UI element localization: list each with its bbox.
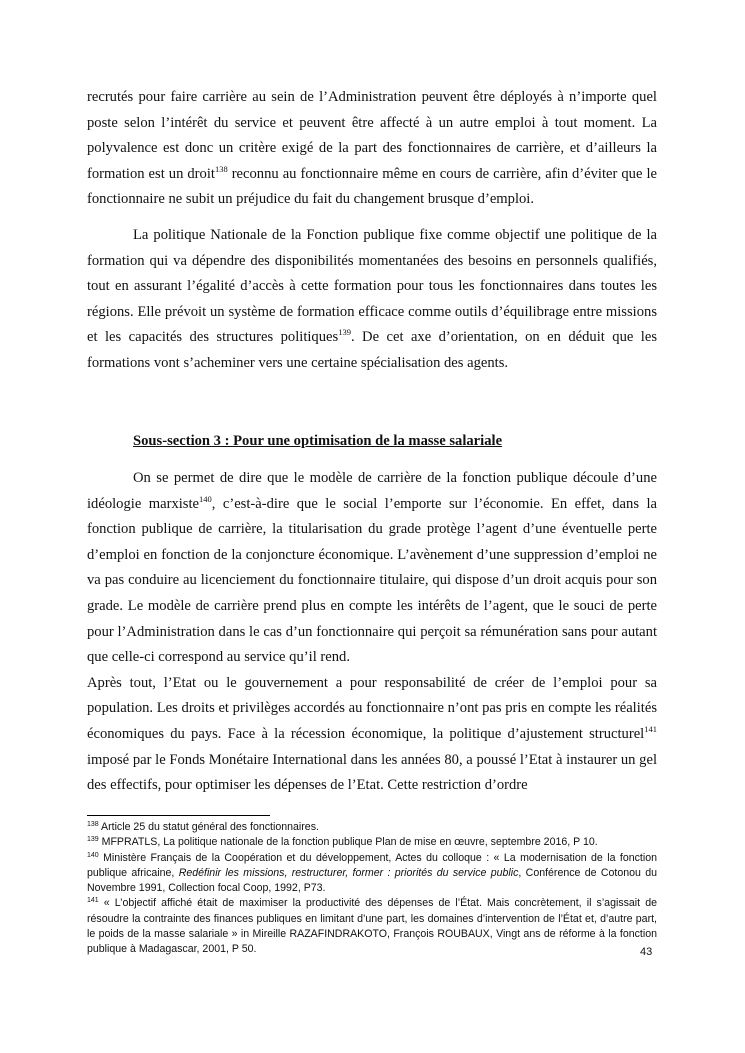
section-heading: Sous-section 3 : Pour une optimisation de la masse salariale	[133, 433, 503, 449]
page-number: 43	[640, 946, 653, 958]
text-block-bottom	[87, 466, 657, 799]
paragraph-polyvalence: recrutés pour faire carrière au sein de l’Administration peuvent être déployés à n’importe quel poste selon l’intérêt du service et peuvent être affecté à un autre emploi à tout moment. La polyvalence est donc un critère exigé de la part des fonctionnaires de carrière, et d’ailleurs la formation est un droit$^{138}$ reconnu au fonctionnaire même en cours de carrière, afin d’éviter que le fonctionnaire ne subit un préjudice du fait du changement brusque d’emploi.	[87, 89, 657, 208]
footnotes	[87, 820, 657, 958]
footnote-separator	[87, 815, 270, 816]
paragraph-ajustement-structurel: Après tout, l’Etat ou le gouvernement a pour responsabilité de créer de l’emploi pour sa population. Les droits et privilèges accordés au fonctionnaire n’ont pas pris en compte les réalités économiques du pays. Face à la récession économique, la politique d’ajustement structurel$^{141}$ imposé par le Fonds Monétaire International dans les années 80, a poussé l’Etat à instaurer un gel des effectifs, pour optimiser les dépenses de l’Etat. Cette restriction d’ordre	[87, 674, 657, 794]
paragraph-politique-formation: La politique Nationale de la Fonction publique fixe comme objectif une politique de la formation qui va dépendre des disponibilités momentanées des besoins en personnels qualifiés, tout en assurant l’égalité d’accès à cette formation pour tous les fonctionnaires dans toutes les régions. Elle prévoit un système de formation efficace comme outils d’équilibrage entre missions et les capacités des structures politiques$^{139}$. De cet axe d’orientation, on en déduit que les formations vont s’acheminer vers une certaine spécialisation des agents.	[87, 226, 657, 371]
footnote-ref-141[interactable]: 141	[644, 723, 657, 734]
footnote-139: $^{139}$ MFPRATLS, La politique nationale de la fonction publique Plan de mise en œuvre, septembre 2016, P 10.	[87, 836, 598, 849]
footnote-ref-138[interactable]: 138	[214, 163, 228, 174]
footnote-141: $^{141}$ « L’objectif affiché était de maximiser la productivité des dépenses de l’État. Mais concrètement, il s’agissait de résoudre la contrainte des finances publiques en limitant d’une part, les domaines d’intervention de l’État et, d’autre part, le poids de la masse salariale » in Mireille RAZAFINDRAKOTO, François ROUBAUX, Vingt ans de réforme à la fonction publique à Madagascar, 2001, P 50.	[87, 897, 657, 956]
footnote-ref-140[interactable]: 140	[199, 493, 212, 504]
footnote-ref-139[interactable]: 139	[338, 327, 351, 338]
text-block-top	[87, 85, 657, 377]
footnote-138: $^{138}$ Article 25 du statut général des fonctionnaires.	[87, 821, 319, 833]
paragraph-modele-carriere: On se permet de dire que le modèle de carrière de la fonction publique découle d’une idéologie marxiste$^{140}$, c’est-à-dire que le social l’emporte sur l’économie. En effet, dans la fonction publique de carrière, la titularisation du grade protège l’agent d’une éventuelle perte d’emploi en fonction de la conjoncture économique. L’avènement d’une suppression d’emploi ne va pas conduire au licenciement du fonctionnaire titulaire, qui dispose d’un droit acquis pour son grade. Le modèle de carrière prend plus en compte les intérêts de l’agent, que le souci de perte pour l’Administration dans le cas d’un fonctionnaire qui perçoit sa rémunération sans pour autant que celle-ci correspond au service qu’il rend.	[87, 470, 657, 666]
footnote-140: $^{140}$ Ministère Français de la Coopération et du développement, Actes du colloque : « La modernisation de la fonction publique africaine, Redéfinir les missions, restructurer, former : priorités du service public, Conférence de Cotonou du Novembre 1991, Collection focal Coop, 1992, P73.	[87, 851, 658, 895]
